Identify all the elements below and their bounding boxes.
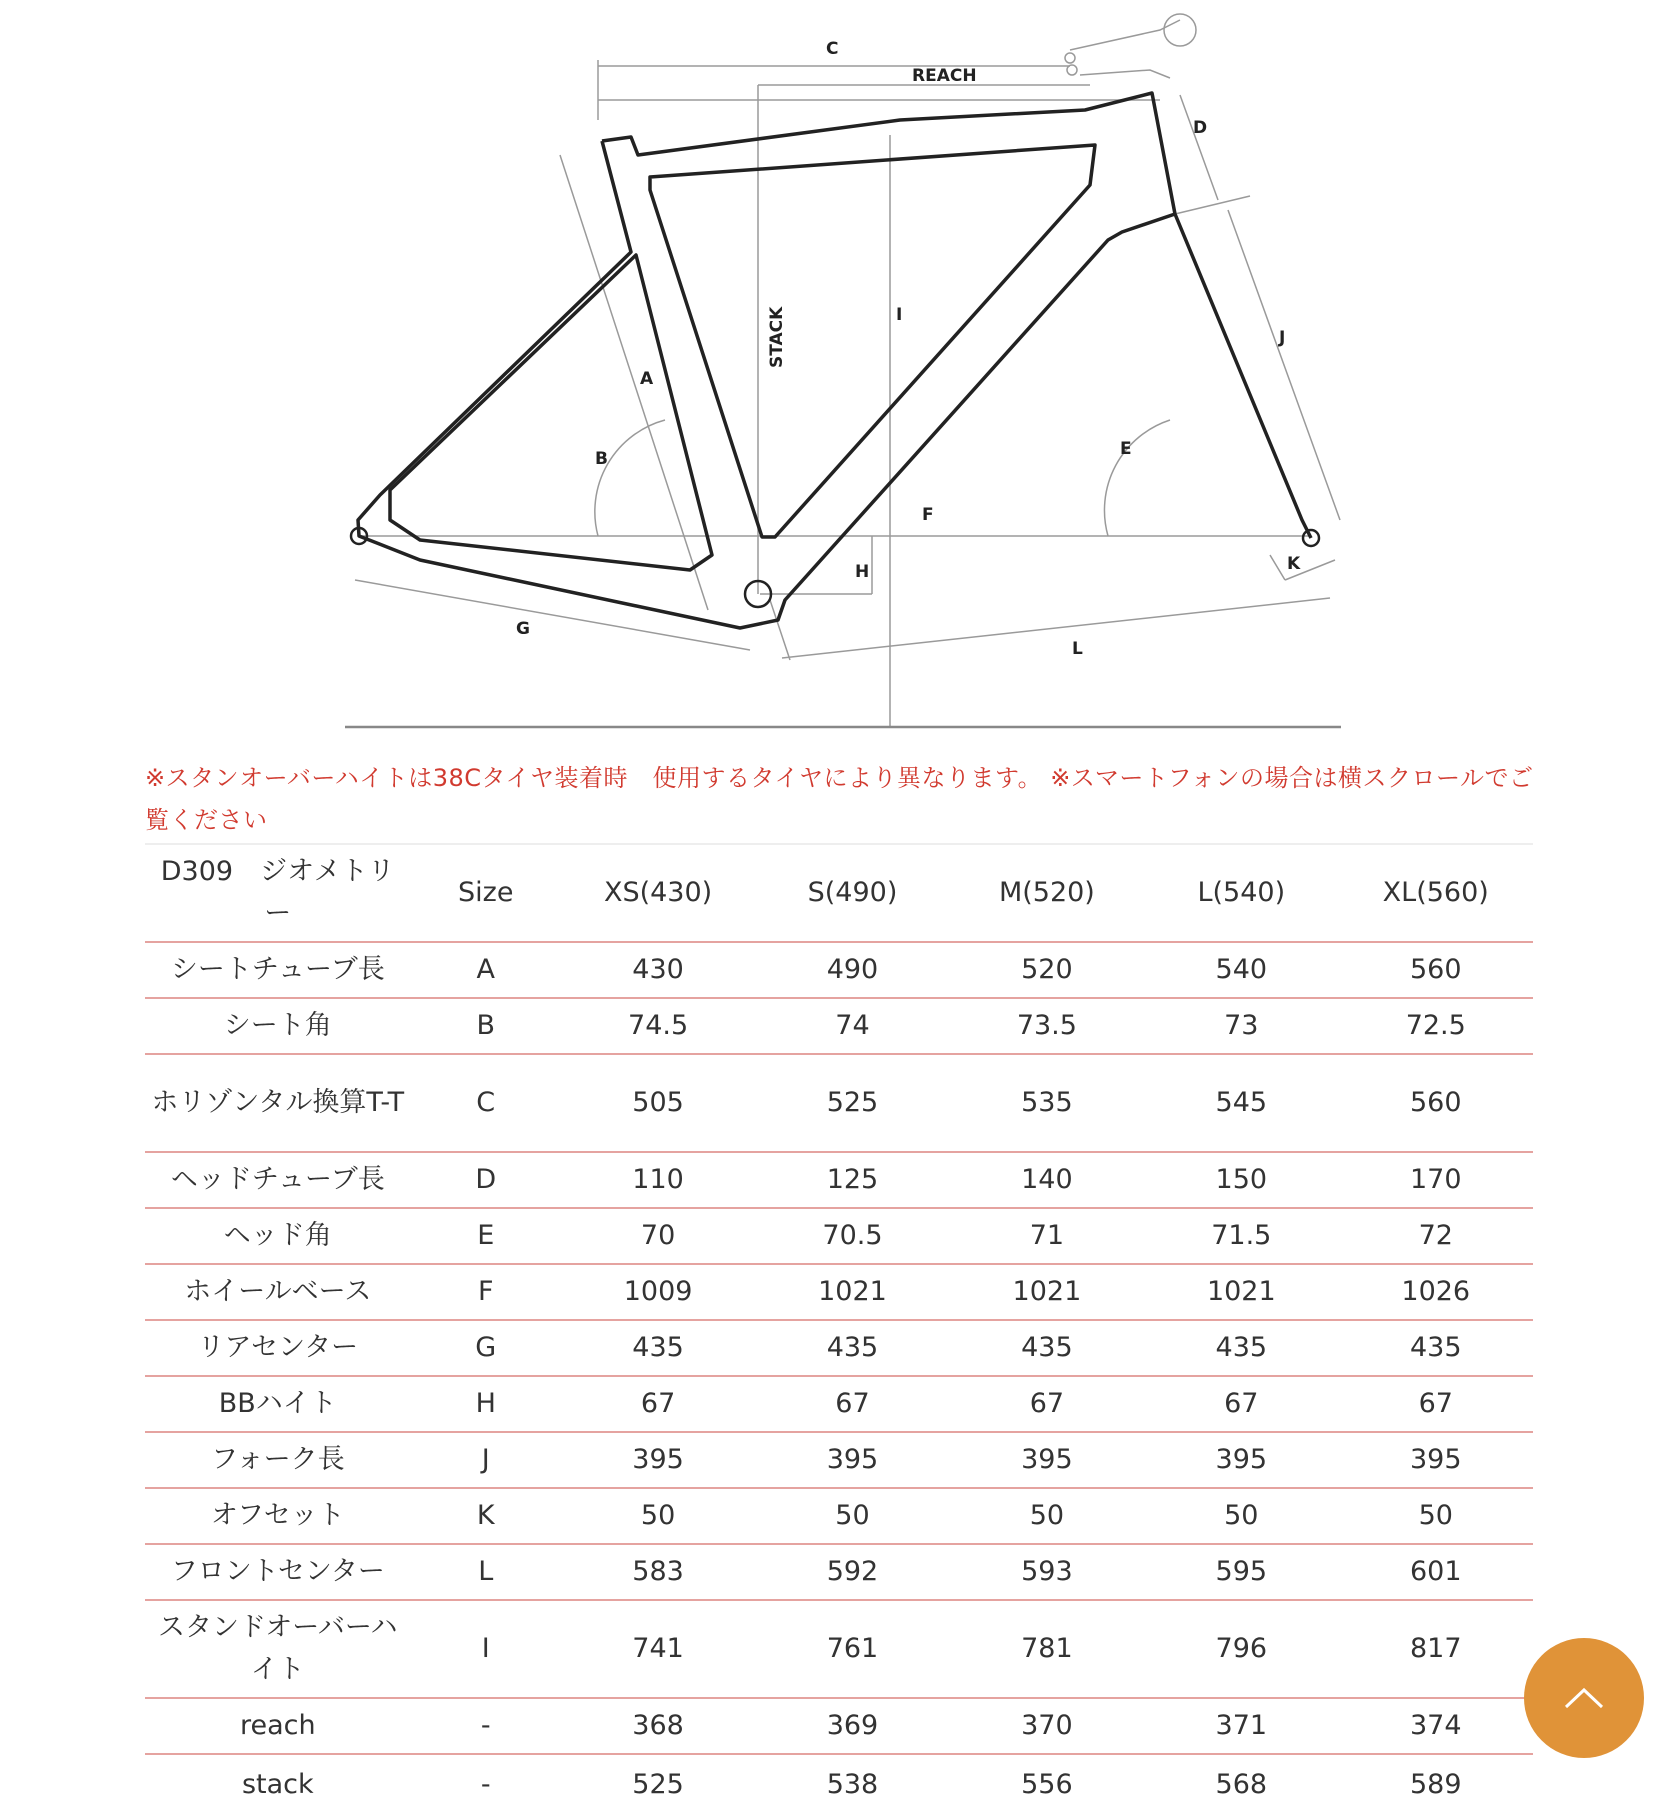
row-value: 1026 [1339,1264,1534,1320]
row-value: 595 [1144,1544,1338,1600]
row-code: J [411,1432,561,1488]
row-value: 505 [561,1054,755,1152]
row-value: 560 [1339,942,1534,998]
table-header-row [145,844,1533,942]
row-value: 395 [1339,1432,1534,1488]
row-value: 368 [561,1698,755,1754]
size-col-xs: XS(430) [561,844,755,942]
row-value: 370 [950,1698,1144,1754]
dim-label-stack: STACK [767,306,787,368]
row-value: 395 [755,1432,949,1488]
row-name: stack [241,1769,314,1800]
table-row [145,1754,1533,1815]
row-code: - [480,1769,491,1800]
row-value: 601 [1339,1544,1534,1600]
table-row [145,942,1533,998]
chevron-up-icon [1562,1683,1606,1713]
row-value: 395 [561,1432,755,1488]
row-name: ヘッド角 [145,1208,411,1264]
row-value: 435 [950,1320,1144,1376]
row-value: 73 [1144,998,1338,1054]
row-code: I [411,1600,561,1698]
row-name: フォーク長 [145,1432,411,1488]
row-code: B [411,998,561,1054]
row-value: 540 [1144,942,1338,998]
row-value: 374 [1339,1698,1534,1754]
row-value: 395 [1144,1432,1338,1488]
row-value: 170 [1339,1152,1534,1208]
dim-label-g: G [516,619,530,639]
geometry-table [145,843,1533,1815]
row-value: 50 [561,1488,755,1544]
row-code: A [411,942,561,998]
row-value: 73.5 [950,998,1144,1054]
row-value: 430 [561,942,755,998]
row-value: 125 [755,1152,949,1208]
row-value: 568 [1215,1769,1268,1800]
row-value: 1009 [561,1264,755,1320]
dim-label-l: L [1072,639,1083,659]
row-value: 395 [950,1432,1144,1488]
dim-label-c: C [826,39,839,59]
row-value: 781 [950,1600,1144,1698]
row-value: 796 [1144,1600,1338,1698]
table-row [145,1600,1533,1698]
table-row [145,1376,1533,1432]
row-name: ヘッドチューブ長 [145,1152,411,1208]
row-value: 371 [1144,1698,1338,1754]
size-col-s: S(490) [755,844,949,942]
row-value: 70.5 [755,1208,949,1264]
row-name: BBハイト [145,1376,411,1432]
row-value: 556 [1021,1769,1073,1800]
row-code: K [411,1488,561,1544]
row-value: 592 [755,1544,949,1600]
row-value: 71 [950,1208,1144,1264]
row-value: 369 [755,1698,949,1754]
row-value: 150 [1144,1152,1338,1208]
row-value: 140 [950,1152,1144,1208]
row-value: 67 [1339,1376,1534,1432]
row-value: 50 [755,1488,949,1544]
row-value: 538 [826,1769,879,1800]
standover-note: ※スタンオーバーハイトは38Cタイヤ装着時 使用するタイヤにより異なります。 ※スマートフォンの場合は横スクロールでご覧ください [145,764,1534,834]
row-code: G [411,1320,561,1376]
row-code: - [411,1698,561,1754]
row-value: 589 [1409,1769,1462,1800]
row-value: 67 [1144,1376,1338,1432]
row-name: ホリゾンタル換算T-T [145,1054,411,1152]
row-value: 817 [1339,1600,1534,1698]
table-row [145,1698,1533,1754]
size-col-xl: XL(560) [1339,844,1534,942]
table-row [145,1432,1533,1488]
row-code: F [411,1264,561,1320]
row-code: C [411,1054,561,1152]
row-name: リアセンター [145,1320,411,1376]
row-value: 525 [755,1054,949,1152]
row-code: L [411,1544,561,1600]
row-value: 110 [561,1152,755,1208]
dim-label-f: F [922,505,934,525]
dim-label-k: K [1287,554,1301,574]
dim-label-a: A [640,369,654,389]
table-row [145,1054,1533,1152]
table-row [145,1320,1533,1376]
table-row [145,1152,1533,1208]
row-name: reach [145,1698,411,1754]
back-to-top-button[interactable] [1524,1638,1644,1758]
row-name: シート角 [145,998,411,1054]
row-value: 741 [561,1600,755,1698]
row-value: 583 [561,1544,755,1600]
row-code: H [411,1376,561,1432]
row-value: 435 [561,1320,755,1376]
row-value: 50 [950,1488,1144,1544]
row-value: 70 [561,1208,755,1264]
dim-label-e: E [1120,439,1132,459]
dim-label-h: H [855,562,870,582]
row-value: 74.5 [561,998,755,1054]
row-value: 1021 [950,1264,1144,1320]
table-row [145,1208,1533,1264]
row-name: シートチューブ長 [145,942,411,998]
row-value: 435 [1144,1320,1338,1376]
row-value: 67 [950,1376,1144,1432]
size-header: Size [411,844,561,942]
row-code: D [411,1152,561,1208]
row-value: 72.5 [1339,998,1534,1054]
size-col-l: L(540) [1144,844,1338,942]
table-row [145,998,1533,1054]
table-row [145,1488,1533,1544]
row-value: 761 [755,1600,949,1698]
row-value: 50 [1339,1488,1534,1544]
table-title: D309 ジオメトリー [145,844,411,942]
row-value: 50 [1144,1488,1338,1544]
row-name: オフセット [145,1488,411,1544]
row-value: 435 [1339,1320,1534,1376]
row-value: 520 [950,942,1144,998]
row-value: 490 [755,942,949,998]
row-value: 72 [1339,1208,1534,1264]
dim-label-b: B [595,449,608,469]
row-name: ホイールベース [145,1264,411,1320]
row-value: 67 [755,1376,949,1432]
row-name: スタンドオーバーハイト [145,1600,411,1698]
row-value: 71.5 [1144,1208,1338,1264]
row-value: 525 [632,1769,684,1800]
row-value: 593 [950,1544,1144,1600]
row-value: 435 [755,1320,949,1376]
dim-label-i: I [896,305,903,325]
row-value: 1021 [755,1264,949,1320]
row-value: 74 [755,998,949,1054]
row-value: 535 [950,1054,1144,1152]
table-row [145,1264,1533,1320]
dim-label-reach: REACH [912,66,977,86]
row-name: フロントセンター [145,1544,411,1600]
dim-label-d: D [1193,118,1208,138]
size-col-m: M(520) [950,844,1144,942]
row-value: 545 [1144,1054,1338,1152]
table-row [145,1544,1533,1600]
row-code: E [411,1208,561,1264]
frame-geometry-diagram [0,0,1667,760]
row-value: 1021 [1144,1264,1338,1320]
row-value: 560 [1339,1054,1534,1152]
row-value: 67 [561,1376,755,1432]
dim-label-j: J [1279,328,1286,348]
